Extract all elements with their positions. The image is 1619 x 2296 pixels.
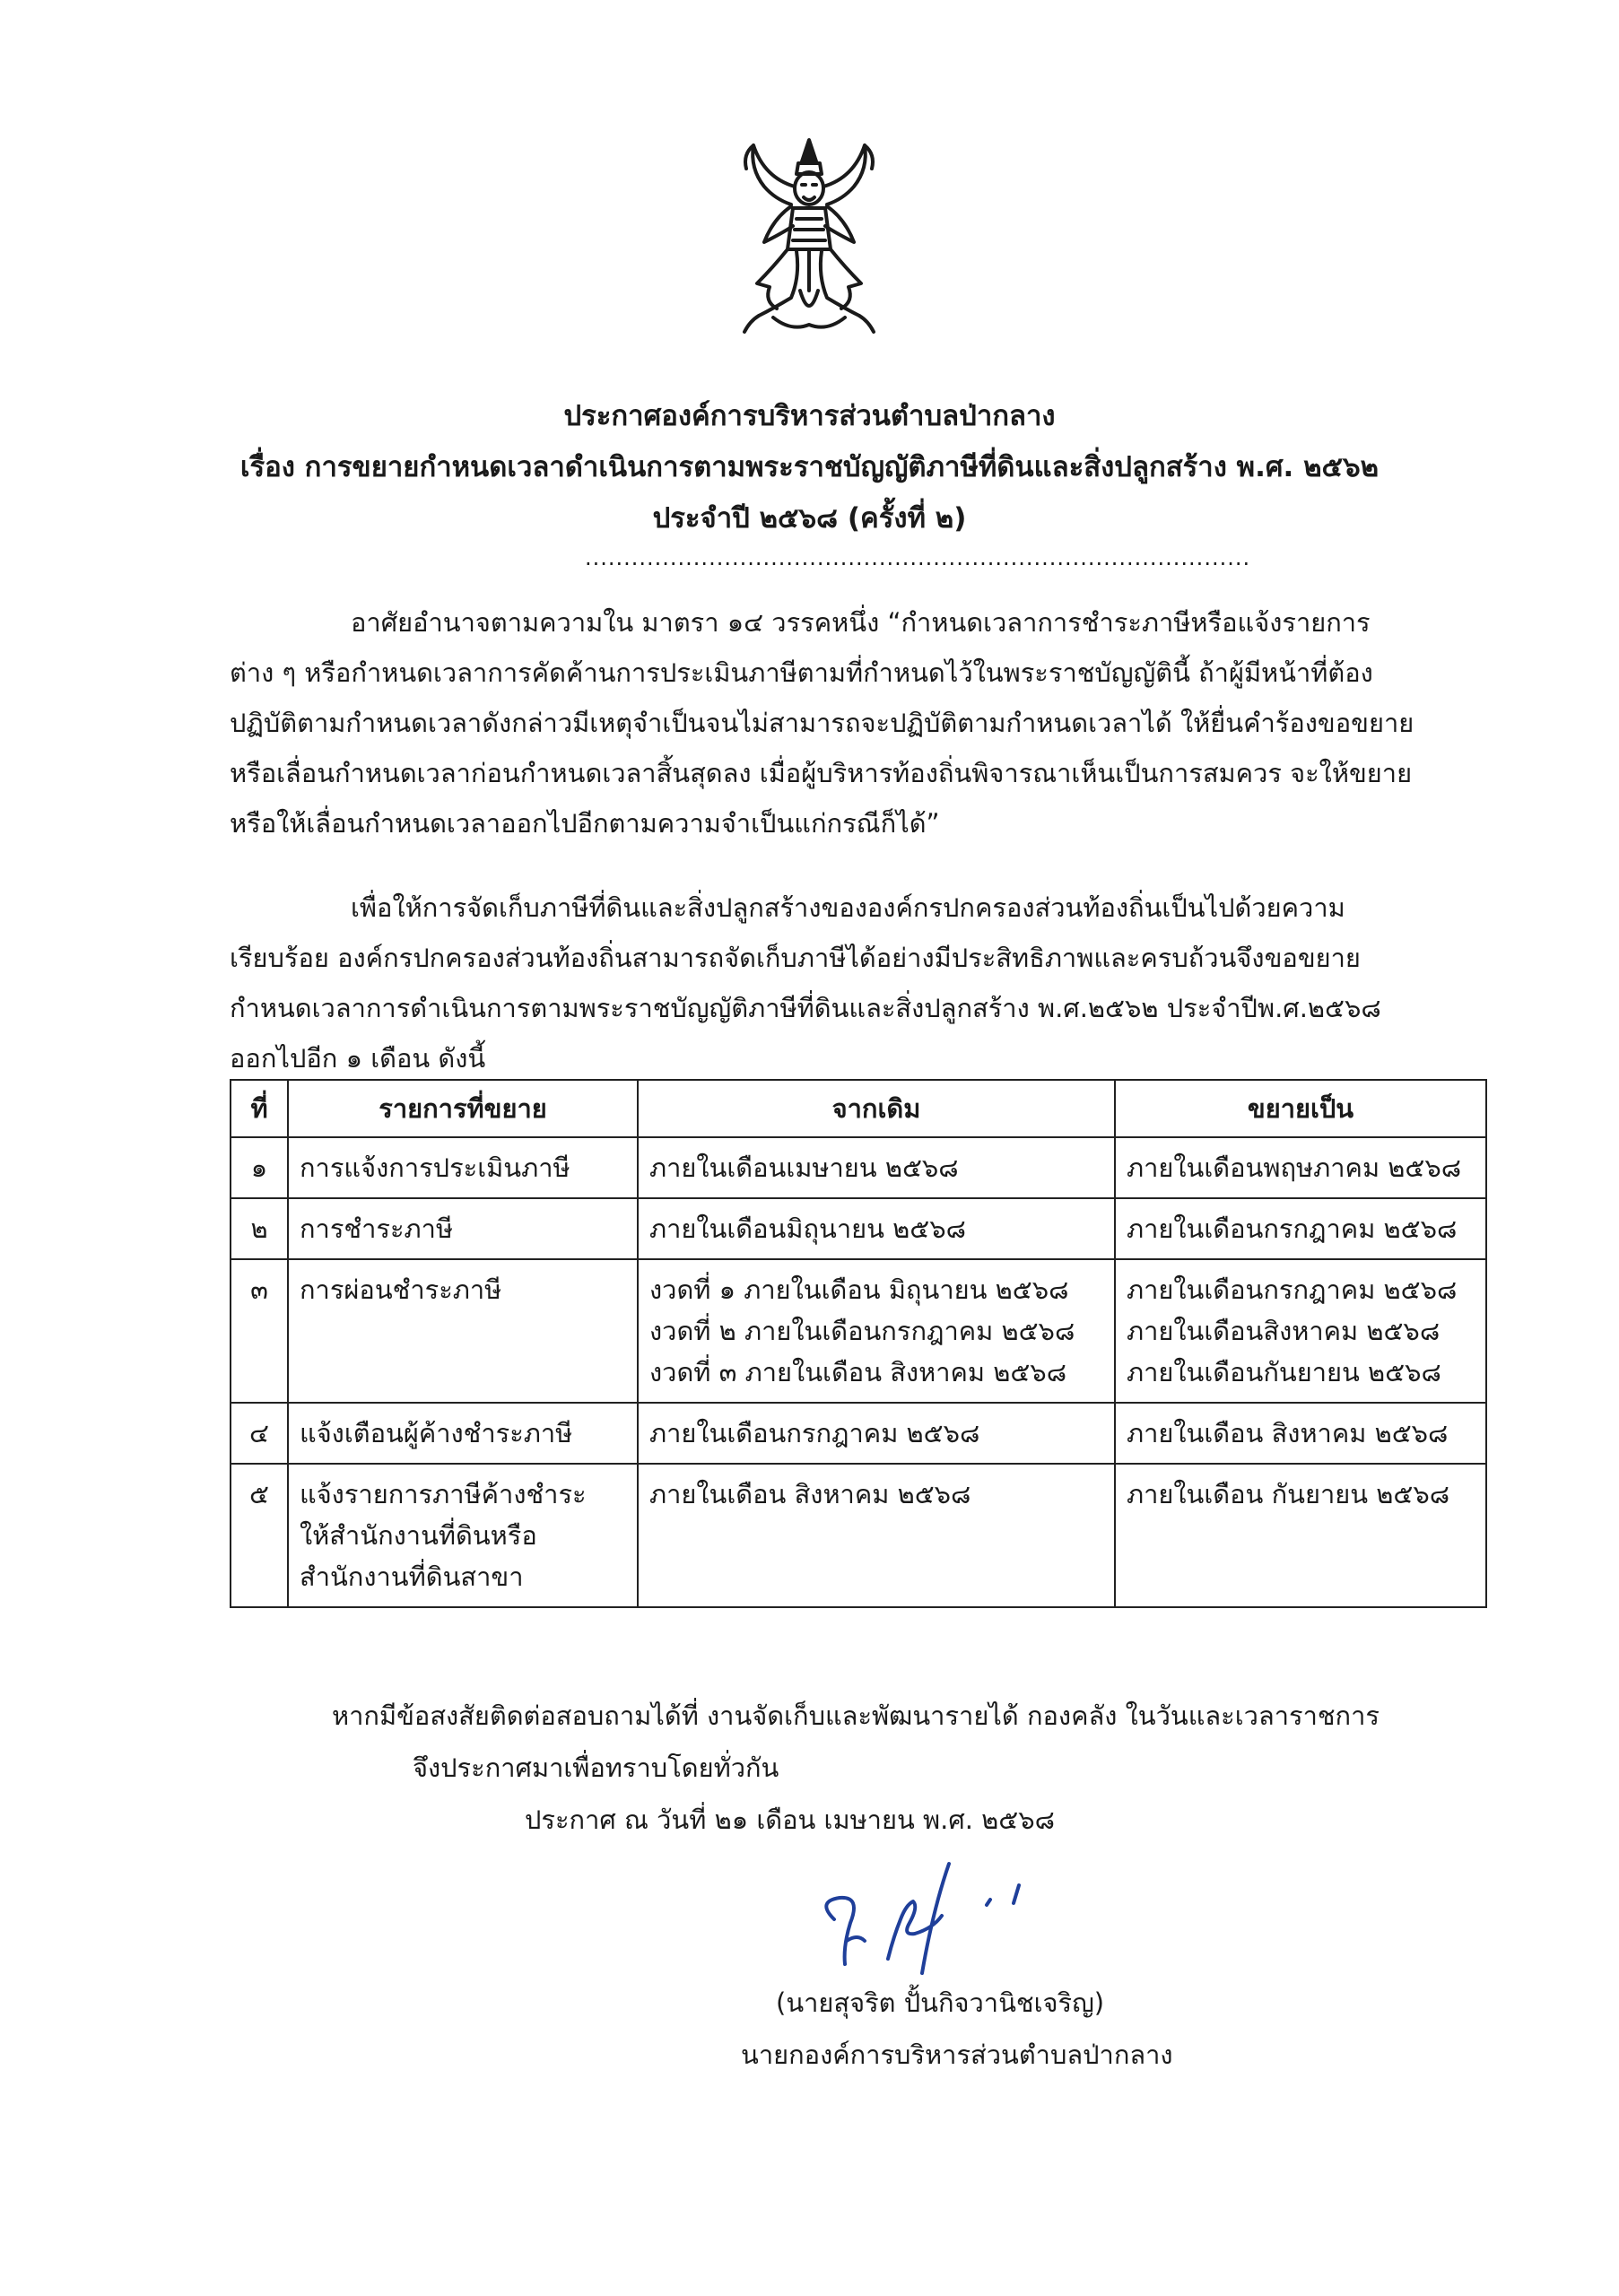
cell-line: การชำระภาษี [300,1213,454,1244]
cell-item [288,1464,638,1607]
paragraph-line: เรียบร้อย องค์กรปกครองส่วนท้องถิ่นสามารถจัดเก็บภาษีได้อย่างมีประสิทธิภาพและครบถ้วนจึงขอขยาย [230,943,1361,973]
paragraph-line: หรือเลื่อนกำหนดเวลาก่อนกำหนดเวลาสิ้นสุดลง เมื่อผู้บริหารท้องถิ่นพิจารณาเห็นเป็นการสมควร จะให้ขยาย [230,758,1413,788]
cell-line: ให้สำนักงานที่ดินหรือ [300,1520,537,1551]
cell-to [1115,1259,1486,1403]
cell-from [638,1259,1115,1403]
cell-line: การผ่อนชำระภาษี [300,1274,502,1305]
signer-title: นายกองค์การบริหารส่วนตำบลป่ากลาง [741,2039,1173,2070]
cell-no: ๕ [231,1464,288,1607]
signer-name: (นายสุจริต ปั้นกิจวานิชเจริญ) [776,1987,1105,2018]
header-from: จากเดิม [638,1080,1115,1137]
cell-line: ภายในเดือนกรกฎาคม ๒๕๖๘ [649,1418,980,1448]
paragraph-line: ออกไปอีก ๑ เดือน ดังนี้ [230,1043,486,1074]
cell-item [288,1198,638,1259]
cell-line: สำนักงานที่ดินสาขา [300,1561,524,1592]
table-row [231,1464,1486,1607]
cell-from [638,1137,1115,1198]
extension-table [230,1079,1487,1608]
cell-line: งวดที่ ๒ ภายในเดือนกรกฎาคม ๒๕๖๘ [649,1316,1075,1346]
cell-line: ภายในเดือนกันยายน ๒๕๖๘ [1127,1357,1441,1387]
cell-to [1115,1198,1486,1259]
cell-no: ๔ [231,1403,288,1464]
table-row [231,1259,1486,1403]
cell-line: ภายในเดือน สิงหาคม ๒๕๖๘ [1127,1418,1449,1448]
cell-to [1115,1464,1486,1607]
cell-line: ภายในเดือนเมษายน ๒๕๖๘ [649,1152,959,1183]
contact-note: หากมีข้อสงสัยติดต่อสอบถามได้ที่ งานจัดเก็บและพัฒนารายได้ กองคลัง ในวันและเวลาราชการ [332,1700,1380,1731]
cell-line: งวดที่ ๑ ภายในเดือน มิถุนายน ๒๕๖๘ [649,1274,1069,1305]
cell-line: ภายในเดือนมิถุนายน ๒๕๖๘ [649,1213,967,1244]
paragraph-line: ปฏิบัติตามกำหนดเวลาดังกล่าวมีเหตุจำเป็นจนไม่สามารถจะปฏิบัติตามกำหนดเวลาได้ ให้ยื่นคำร้องขอขยาย [230,708,1414,738]
paragraph-line: ต่าง ๆ หรือกำหนดเวลาการคัดค้านการประเมินภาษีตามที่กำหนดไว้ในพระราชบัญญัตินี้ ถ้าผู้มีหน้าที่ต้อง [230,657,1373,688]
cell-no: ๒ [231,1198,288,1259]
paragraph-line: อาศัยอำนาจตามความใน มาตรา ๑๔ วรรคหนึ่ง “กำหนดเวลาการชำระภาษีหรือแจ้งรายการ [351,607,1371,638]
announcement-date: ประกาศ ณ วันที่ ๒๑ เดือน เมษายน พ.ศ. ๒๕๖๘ [525,1805,1056,1835]
paragraph-line: กำหนดเวลาการดำเนินการตามพระราชบัญญัติภาษีที่ดินและสิ่งปลูกสร้าง พ.ศ.๒๕๖๒ ประจำปีพ.ศ.๒๕๖๘ [230,993,1381,1023]
cell-item [288,1259,638,1403]
cell-line: ภายในเดือน สิงหาคม ๒๕๖๘ [649,1479,971,1509]
cell-to [1115,1137,1486,1198]
cell-line: งวดที่ ๓ ภายในเดือน สิงหาคม ๒๕๖๘ [649,1357,1067,1387]
cell-from [638,1464,1115,1607]
cell-from [638,1198,1115,1259]
table-row [231,1403,1486,1464]
table-header-row [231,1080,1486,1137]
cell-item [288,1137,638,1198]
cell-line: ภายในเดือน กันยายน ๒๕๖๘ [1127,1479,1450,1509]
cell-line: การแจ้งการประเมินภาษี [300,1152,570,1183]
cell-from [638,1403,1115,1464]
header-to: ขยายเป็น [1115,1080,1486,1137]
cell-item [288,1403,638,1464]
cell-line: แจ้งรายการภาษีค้างชำระ [300,1479,587,1509]
cell-line: ภายในเดือนกรกฎาคม ๒๕๖๘ [1127,1213,1458,1244]
handwritten-signature-icon [807,1848,1040,1982]
garuda-emblem-icon [737,133,881,339]
header-no: ที่ [231,1080,288,1137]
cell-line: ภายในเดือนกรกฎาคม ๒๕๖๘ [1127,1274,1458,1305]
paragraph-authority [230,597,1476,848]
cell-line: แจ้งเตือนผู้ค้างชำระภาษี [300,1418,573,1448]
announce-statement: จึงประกาศมาเพื่อทราบโดยทั่วกัน [413,1752,779,1783]
title-separator: ...................................................................................... [585,545,1251,570]
table-row [231,1198,1486,1259]
cell-line: ภายในเดือนสิงหาคม ๒๕๖๘ [1127,1316,1441,1346]
table-row [231,1137,1486,1198]
header-item: รายการที่ขยาย [288,1080,638,1137]
announcement-title: ประกาศองค์การบริหารส่วนตำบลป่ากลาง [563,400,1056,432]
cell-no: ๓ [231,1259,288,1403]
paragraph-line: เพื่อให้การจัดเก็บภาษีที่ดินและสิ่งปลูกสร้างขององค์กรปกครองส่วนท้องถิ่นเป็นไปด้วยความ [351,892,1345,923]
cell-no: ๑ [231,1137,288,1198]
paragraph-purpose [230,883,1476,1083]
announcement-subject: เรื่อง การขยายกำหนดเวลาดำเนินการตามพระราชบัญญัติภาษีที่ดินและสิ่งปลูกสร้าง พ.ศ. ๒๕๖๒ [239,451,1380,483]
cell-to [1115,1403,1486,1464]
announcement-year: ประจำปี ๒๕๖๘ (ครั้งที่ ๒) [652,502,967,535]
cell-line: ภายในเดือนพฤษภาคม ๒๕๖๘ [1127,1152,1462,1183]
paragraph-line: หรือให้เลื่อนกำหนดเวลาออกไปอีกตามความจำเป็นแก่กรณีก็ได้” [230,808,940,839]
